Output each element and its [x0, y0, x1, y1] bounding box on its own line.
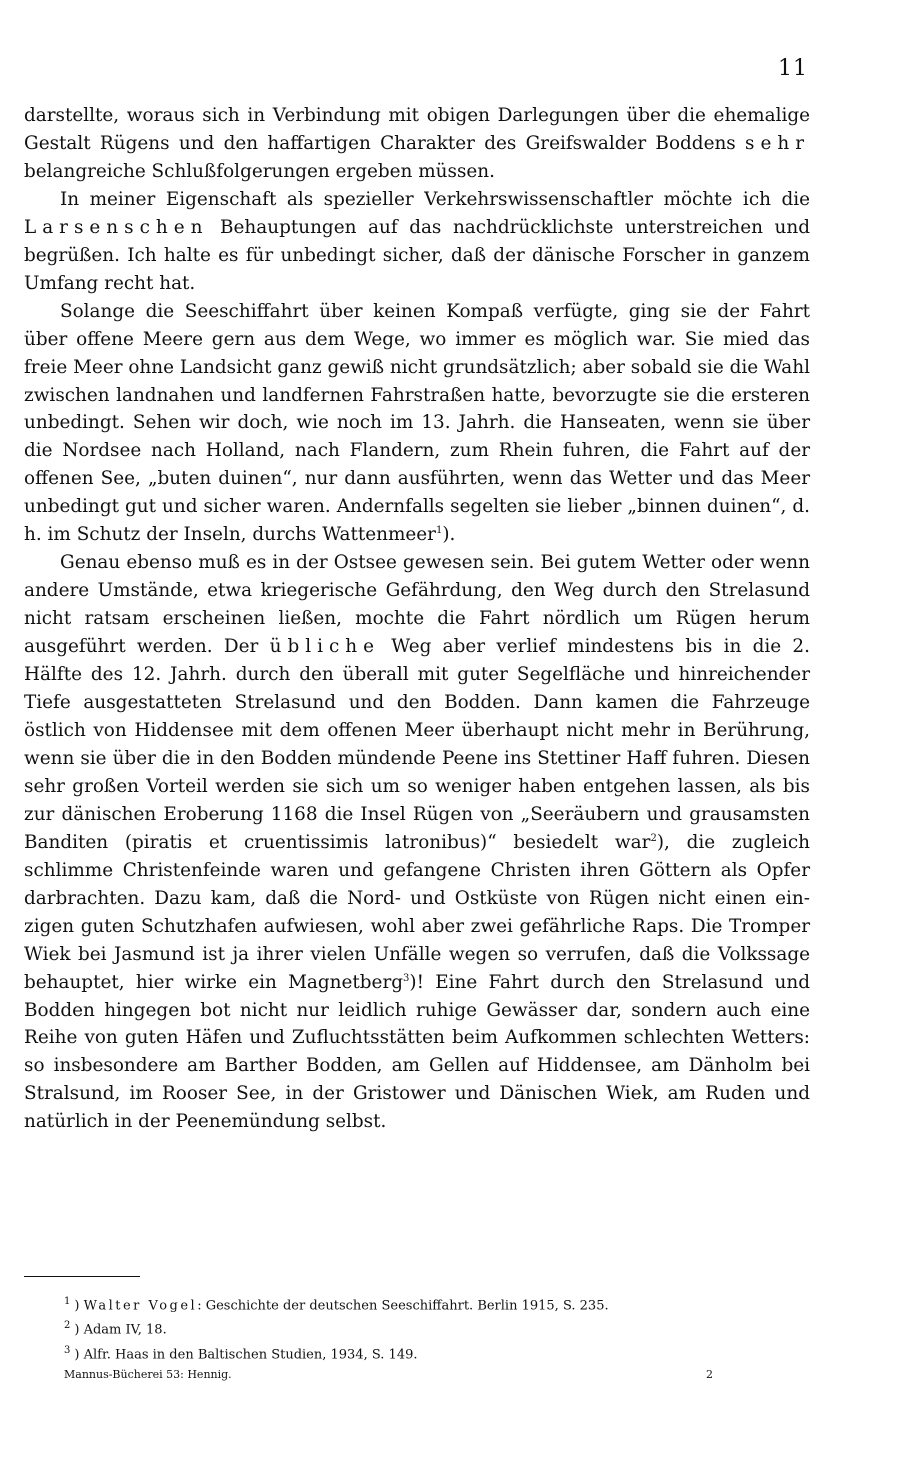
emphasized-text: sehr [745, 132, 810, 154]
paragraph [24, 298, 810, 550]
footnote-mark: 1 [64, 1296, 71, 1307]
text-run: Behauptungen auf das nachdrücklichste unterstreichen und begrüßen. Ich halte es für unbedingt sicher, daß der dänische Forscher in ganzem Umfang recht hat. [24, 216, 810, 294]
footnote-ref: 1 [435, 525, 443, 537]
footnote-ref: 2 [650, 832, 657, 844]
paragraph [24, 549, 810, 1136]
text-run: Weg aber verlief mindestens bis in die 2. Hälfte des 12. Jahrh. durch den überall mit guter Segelfläche und hinreichender Tiefe ausgestatteten Strelasund und den Bodden. Dann kamen die Fahrzeuge östlich von Hiddensee mit dem offenen Meer überhaupt nicht mehr in Berührung, wenn sie über die in den Bodden mündende Peene ins Stettiner Haff fuhren. Diesen sehr großen Vorteil werden sie sich um so weniger haben entgehen lassen, als bis zur dänischen Eroberung 1168 die Insel Rügen von „Seeräubern und grausamsten Banditen (piratis et cruentissimis latronibus)“ besiedelt war [24, 636, 810, 853]
footnote-text: Adam IV, 18. [83, 1322, 167, 1338]
text-run: belangreiche Schlußfolgerungen ergeben müssen. [24, 160, 495, 182]
footnotes [64, 1292, 804, 1365]
footnote-author: Walter Vogel [83, 1298, 198, 1314]
sheet-number: 2 [706, 1368, 713, 1381]
emphasized-text: Larsenschen [24, 216, 209, 238]
body-text [24, 102, 810, 1136]
footnote-mark: 3 [64, 1344, 71, 1356]
emphasized-text: übliche [269, 636, 381, 658]
footnote: $^2$ ) Adam IV, 18. [64, 1320, 167, 1338]
footnote: $^3$ ) Alfr. Haas in den Baltischen Studien, 1934, S. 149. [64, 1344, 418, 1362]
paragraph [24, 102, 810, 186]
text-run: Solange die Seeschiffahrt über keinen Kompaß verfügte, ging sie der Fahrt über offene Meere gern aus dem Wege, wo immer es möglich war. Sie mied das freie Meer ohne Landsicht ganz gewiß nicht grundsätzlich; aber sobald sie die Wahl zwischen landnahen und landfernen Fahrstraßen hatte, bevorzugte sie die ersteren unbedingt. Sehen wir doch, wie noch im 13. Jahrh. die Hanseaten, wenn sie über die Nordsee nach Holland, nach Flandern, zum Rhein fuhren, die Fahrt auf der offenen See, „buten duinen“, nur dann ausführten, wenn das Wetter und das Meer unbedingt gut und sicher waren. Andernfalls segelten sie lieber „binnen duinen“, d. h. im Schutz der Inseln, durchs Wattenmeer [24, 300, 810, 546]
footnote-ref: 3 [403, 972, 410, 984]
text-run: darstellte, woraus sich in Verbindung mit obigen Darlegungen über die ehemalige Gestalt Rügens und den haffartigen Charakter des Greifswalder Boddens [24, 105, 810, 154]
text-run: )! Eine Fahrt durch den Strelasund und Bodden hingegen bot nicht nur leidlich ruhige Gewässer dar, sondern auch eine Reihe von guten Häfen und Zufluchtsstätten beim Aufkommen schlechten Wetters: so insbesondere am Barther Bodden, am Gellen auf Hiddensee, am Dänholm bei Stralsund, im Rooser See, in der Gristower und Dänischen Wiek, am Ruden und natürlich in der Peenemündung selbst. [24, 971, 810, 1133]
footnote: $^1$ ) Walter Vogel: Geschichte der deutschen Seeschiffahrt. Berlin 1915, S. 235. [64, 1296, 609, 1314]
text-run: In meiner Eigenschaft als spezieller Verkehrswissenschaftler möchte ich die [60, 188, 810, 210]
text-run: Genau ebenso muß es in der Ostsee gewesen sein. Bei gutem Wetter oder wenn andere Umstände, etwa kriegerische Gefährdung, den Weg durch den Strelasund nicht ratsam erscheinen ließen, mochte die Fahrt nördlich um Rügen herum ausgeführt werden. Der [24, 552, 810, 658]
footnote-mark: 2 [64, 1320, 71, 1332]
text-run: ), die zugleich schlimme Christenfeinde waren und gefangene Christen ihren Göttern als Opfer darbrachten. Dazu kam, daß die Nord- und Ostküste von Rügen nicht einen einzigen guten Schutzhafen aufwiesen, wohl aber zwei gefährliche Raps. Die Tromper Wiek bei Jasmund ist ja ihrer vielen Unfälle wegen so verrufen, daß die Volkssage behauptet, hier wirke ein Magnetberg [24, 831, 810, 993]
page-number: 11 [778, 56, 808, 81]
imprint-signature: Mannus-Bücherei 53: Hennig. [64, 1368, 232, 1381]
footnote-divider [24, 1276, 140, 1277]
paragraph [24, 186, 810, 298]
footnote-text: Alfr. Haas in den Baltischen Studien, 1934, S. 149. [83, 1346, 418, 1362]
footnote-text: : Geschichte der deutschen Seeschiffahrt. Berlin 1915, S. 235. [197, 1298, 609, 1314]
text-run: ). [442, 524, 456, 546]
